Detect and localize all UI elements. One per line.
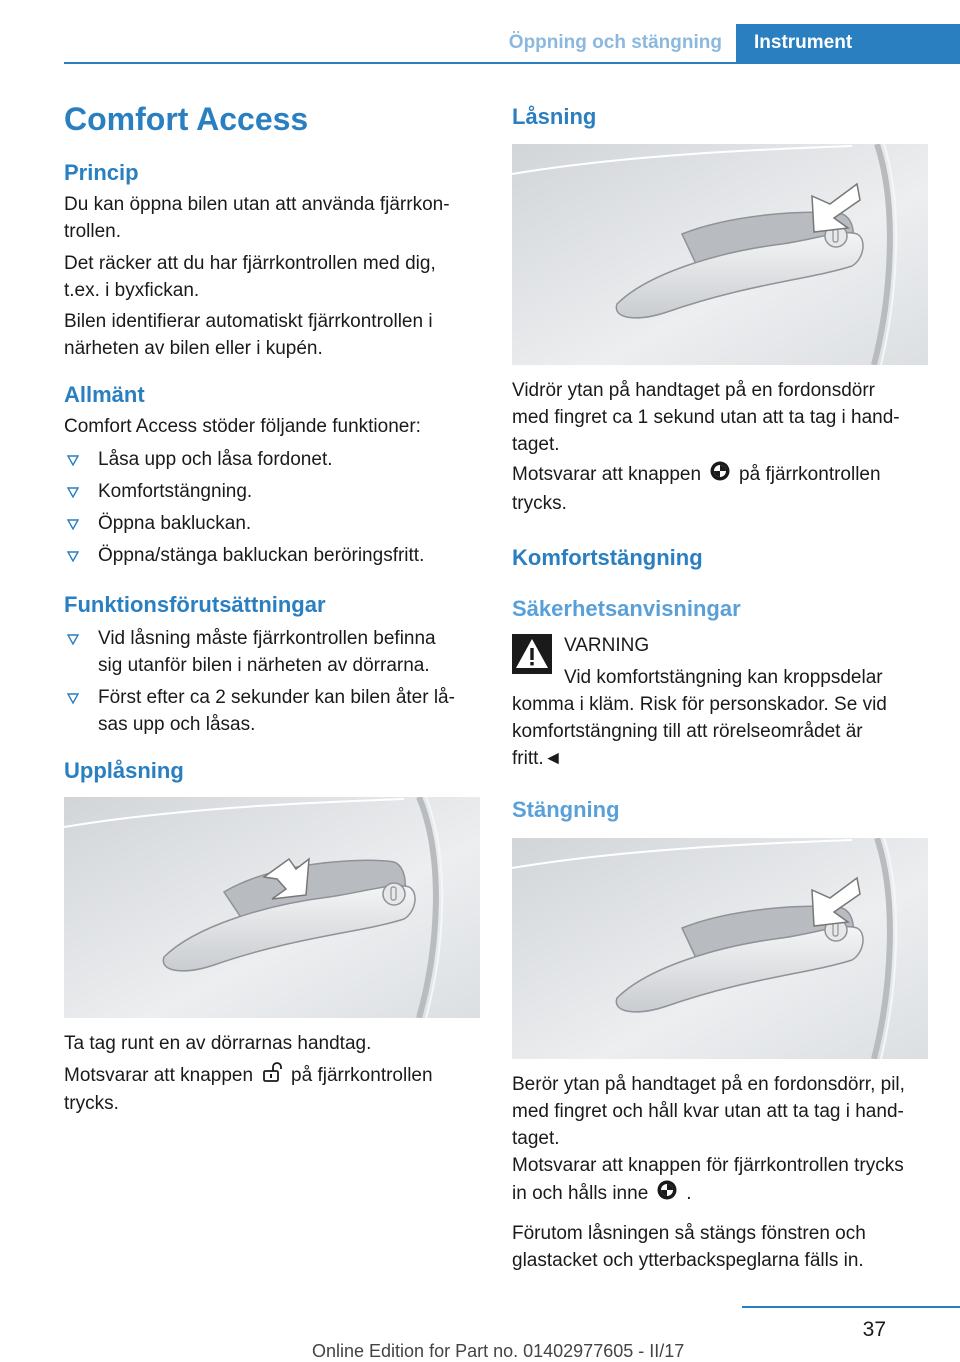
text-line: Bilen identifierar automatiskt fjärrkontrollen i	[64, 311, 433, 332]
text-line	[64, 1062, 480, 1090]
page-header	[64, 0, 960, 64]
stangning-paragraph-1	[512, 1071, 928, 1152]
text-span: in och hålls inne	[512, 1183, 649, 1205]
edition-note: Online Edition for Part no. 01402977605 - II/17	[312, 1341, 685, 1361]
princip-paragraph-2	[64, 250, 480, 304]
triangle-bullet-icon	[64, 478, 82, 505]
text-line: Motsvarar att knappen för fjärrkontrollen trycks	[512, 1155, 904, 1176]
warning-triangle-icon	[512, 634, 552, 679]
text-span: på fjärrkontrollen	[291, 1065, 433, 1087]
text-line: Först efter ca 2 sekunder kan bilen åter lå‐	[98, 687, 455, 708]
princip-paragraph-3	[64, 308, 480, 362]
list-item	[64, 625, 480, 679]
text-line: komfortstängning till att rörelseområdet är	[512, 721, 863, 742]
list-item	[64, 446, 480, 473]
text-line: trycks.	[512, 493, 567, 514]
lasning-paragraph-1	[512, 377, 928, 458]
warning-text-rest	[512, 691, 928, 772]
text-line: Berör ytan på handtaget på en fordonsdörr, pil,	[512, 1074, 905, 1095]
stangning-paragraph-3	[512, 1220, 928, 1274]
warning-label: VARNING	[564, 635, 650, 656]
bmw-lock-key-icon	[709, 460, 731, 490]
text-line: med fingret ca 1 sekund utan att ta tag i hand‐	[512, 407, 900, 428]
bmw-lock-key-icon	[656, 1179, 678, 1209]
text-line: Vid låsning måste fjärrkontrollen befinna	[98, 628, 436, 649]
heading-princip: Princip	[64, 160, 139, 185]
text-line: fritt.◄	[512, 748, 563, 769]
text-span: på fjärrkontrollen	[739, 464, 881, 486]
header-chapter-tab: Instrument	[736, 24, 960, 62]
text-span: Motsvarar att knappen	[512, 464, 702, 486]
triangle-bullet-icon	[64, 684, 82, 711]
list-item	[64, 510, 480, 537]
text-line: taget.	[512, 1128, 560, 1149]
page-number: 37	[862, 1318, 886, 1341]
page-title: Comfort Access	[64, 101, 309, 137]
triangle-bullet-icon	[64, 625, 82, 652]
text-line: närheten av bilen eller i kupén.	[64, 338, 323, 359]
text-line: Du kan öppna bilen utan att använda fjärrkon‐	[64, 194, 450, 215]
list-item-text: Öppna/stänga bakluckan beröringsfritt.	[98, 545, 425, 566]
text-line: Det räcker att du har fjärrkontrollen med dig,	[64, 253, 436, 274]
lasning-paragraph-2	[512, 460, 928, 517]
text-span: Motsvarar att knappen	[64, 1065, 254, 1087]
list-item-text: Öppna bakluckan.	[98, 513, 252, 534]
text-line: trycks.	[64, 1093, 119, 1114]
heading-sakerhetsanvisningar: Säkerhetsanvisningar	[512, 596, 741, 621]
heading-komfortstangning: Komfortstängning	[512, 545, 703, 570]
text-line: sas upp och låsas.	[98, 714, 256, 735]
text-line: sig utanför bilen i närheten av dörrarna.	[98, 655, 430, 676]
allmant-intro: Comfort Access stöder följande funktioner:	[64, 416, 421, 437]
warning-text-line-1: Vid komfortstängning kan kroppsdelar	[564, 667, 883, 688]
heading-stangning: Stängning	[512, 797, 620, 822]
text-line: glastacket och ytterbackspeglarna fälls in.	[512, 1250, 864, 1271]
upplasning-paragraph-2	[64, 1062, 480, 1117]
princip-paragraph-1	[64, 191, 480, 245]
heading-lasning: Låsning	[512, 104, 597, 129]
triangle-bullet-icon	[64, 446, 82, 473]
text-line: t.ex. i byxfickan.	[64, 280, 200, 301]
list-item	[64, 542, 480, 569]
text-line: med fingret och håll kvar utan att ta tag i hand‐	[512, 1101, 904, 1122]
text-line: Vidrör ytan på handtaget på en fordonsdörr	[512, 380, 876, 401]
list-item-text: Låsa upp och låsa fordonet.	[98, 449, 333, 470]
door-handle-unlock-illustration	[64, 797, 480, 1018]
text-span: .	[686, 1183, 692, 1205]
text-line	[512, 460, 928, 490]
list-item	[64, 478, 480, 505]
text-line: taget.	[512, 434, 560, 455]
triangle-bullet-icon	[64, 542, 82, 569]
triangle-bullet-icon	[64, 510, 82, 537]
list-item-text: Komfortstängning.	[98, 481, 253, 502]
stangning-paragraph-2	[512, 1152, 928, 1209]
heading-funktionsforutsattningar: Funktionsförutsättningar	[64, 592, 326, 617]
footer-rule	[742, 1306, 960, 1308]
heading-upplasning: Upplåsning	[64, 758, 184, 783]
text-line: komma i kläm. Risk för personskador. Se vid	[512, 694, 887, 715]
door-handle-close-illustration	[512, 838, 928, 1059]
unlock-key-icon	[261, 1062, 283, 1090]
list-item	[64, 684, 480, 738]
heading-allmant: Allmänt	[64, 382, 145, 407]
text-line: trollen.	[64, 221, 122, 242]
door-handle-lock-illustration	[512, 144, 928, 365]
upplasning-paragraph-1: Ta tag runt en av dörrarnas handtag.	[64, 1033, 372, 1054]
header-section-title: Öppning och stängning	[508, 32, 722, 53]
text-line: Förutom låsningen så stängs fönstren och	[512, 1223, 866, 1244]
text-line	[512, 1179, 928, 1209]
